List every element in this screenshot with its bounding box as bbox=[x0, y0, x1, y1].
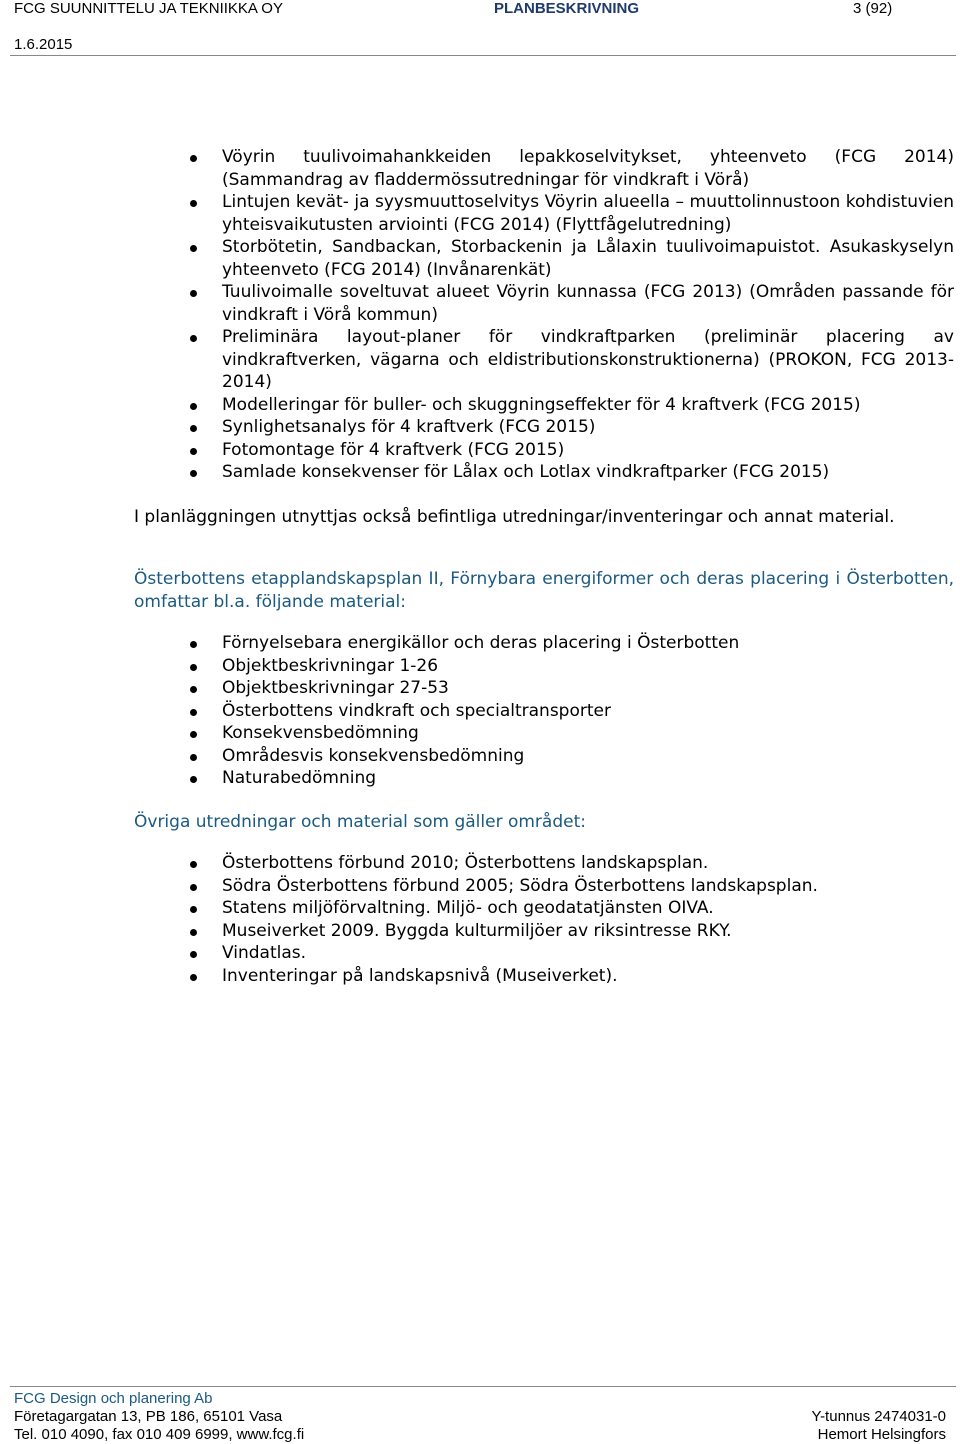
bullet-icon bbox=[190, 906, 197, 913]
list-item: Tuulivoimalle soveltuvat alueet Vöyrin kunnassa (FCG 2013) (Områden passande för vindkraft i Vörå kommun) bbox=[0, 281, 960, 326]
footer-contact: Tel. 010 4090, fax 010 409 6999, www.fcg.fi bbox=[14, 1426, 305, 1443]
bullet-icon bbox=[190, 403, 197, 410]
list-item: Konsekvensbedömning bbox=[0, 722, 960, 745]
list-item: Vöyrin tuulivoimahankkeiden lepakkoselvitykset, yhteenveto (FCG 2014) (Sammandrag av fladdermössutredningar för vindkraft i Vörå) bbox=[0, 146, 960, 191]
list-item: Södra Österbottens förbund 2005; Södra Österbottens landskapsplan. bbox=[0, 875, 960, 898]
list-item: Preliminära layout-planer för vindkraftparken (preliminär placering av vindkraftverken, vägarna och eldistributionskonstruktionerna) (PROKON, FCG 2013- 2014) bbox=[0, 326, 960, 394]
list-item: Förnyelsebara energikällor och deras placering i Österbotten bbox=[0, 632, 960, 655]
bullet-icon bbox=[190, 470, 197, 477]
header-company: FCG SUUNNITTELU JA TEKNIIKKA OY bbox=[14, 0, 283, 17]
footer-company: FCG Design och planering Ab bbox=[14, 1390, 213, 1407]
list-item: Österbottens förbund 2010; Österbottens landskapsplan. bbox=[0, 852, 960, 875]
bullet-icon bbox=[190, 664, 197, 671]
ovriga-material-list bbox=[0, 852, 960, 987]
header-date: 1.6.2015 bbox=[14, 36, 73, 53]
bullet-icon bbox=[190, 709, 197, 716]
list-item: Museiverket 2009. Byggda kulturmiljöer av riksintresse RKY. bbox=[0, 920, 960, 943]
footer-divider bbox=[10, 1386, 956, 1387]
bullet-icon bbox=[190, 731, 197, 738]
list-item: Samlade konsekvenser för Lålax och Lotlax vindkraftparker (FCG 2015) bbox=[0, 461, 960, 484]
header-page-number: 3 (92) bbox=[853, 0, 893, 17]
list-item: Österbottens vindkraft och specialtransporter bbox=[0, 700, 960, 723]
list-item: Synlighetsanalys för 4 kraftverk (FCG 2015) bbox=[0, 416, 960, 439]
bullet-icon bbox=[190, 200, 197, 207]
report-list bbox=[0, 146, 960, 484]
list-item: Storbötetin, Sandbackan, Storbackenin ja Lålaxin tuulivoimapuistot. Asukaskyselyn yhteenveto (FCG 2014) (Invånarenkät) bbox=[0, 236, 960, 281]
bullet-icon bbox=[190, 884, 197, 891]
landskapsplan-heading: Österbottens etapplandskapsplan II, Förnybara energiformer och deras placering i Österbotten, omfattar bl.a. följande material: bbox=[134, 569, 954, 612]
bullet-icon bbox=[190, 974, 197, 981]
bullet-icon bbox=[190, 861, 197, 868]
bullet-icon bbox=[190, 155, 197, 162]
header-divider bbox=[10, 55, 956, 56]
footer-business-id: Y-tunnus 2474031-0 bbox=[811, 1408, 946, 1425]
list-item: Inventeringar på landskapsnivå (Museiverket). bbox=[0, 965, 960, 988]
material-paragraph: I planläggningen utnyttjas också befintliga utredningar/inventeringar och annat material. bbox=[134, 507, 895, 527]
bullet-icon bbox=[190, 776, 197, 783]
header-document-title: PLANBESKRIVNING bbox=[494, 0, 640, 17]
footer-city: Hemort Helsingfors bbox=[817, 1426, 946, 1443]
list-item: Objektbeskrivningar 27-53 bbox=[0, 677, 960, 700]
list-item: Naturabedömning bbox=[0, 767, 960, 790]
bullet-icon bbox=[190, 754, 197, 761]
bullet-icon bbox=[190, 448, 197, 455]
list-item: Vindatlas. bbox=[0, 942, 960, 965]
list-item: Fotomontage för 4 kraftverk (FCG 2015) bbox=[0, 439, 960, 462]
ovriga-heading: Övriga utredningar och material som gäller området: bbox=[134, 812, 586, 832]
landskapsplan-material-list bbox=[0, 632, 960, 790]
list-item: Lintujen kevät- ja syysmuuttoselvitys Vöyrin alueella – muuttolinnustoon kohdistuvien yhteisvaikutusten arviointi (FCG 2014) (Flyttfågelutredning) bbox=[0, 191, 960, 236]
footer-address: Företagargatan 13, PB 186, 65101 Vasa bbox=[14, 1408, 283, 1425]
bullet-icon bbox=[190, 425, 197, 432]
bullet-icon bbox=[190, 686, 197, 693]
bullet-icon bbox=[190, 951, 197, 958]
list-item: Modelleringar för buller- och skuggningseffekter för 4 kraftverk (FCG 2015) bbox=[0, 394, 960, 417]
list-item: Statens miljöförvaltning. Miljö- och geodatatjänsten OIVA. bbox=[0, 897, 960, 920]
list-item: Områdesvis konsekvensbedömning bbox=[0, 745, 960, 768]
bullet-icon bbox=[190, 290, 197, 297]
list-item: Objektbeskrivningar 1-26 bbox=[0, 655, 960, 678]
page-header bbox=[0, 0, 960, 58]
bullet-icon bbox=[190, 245, 197, 252]
bullet-icon bbox=[190, 335, 197, 342]
bullet-icon bbox=[190, 929, 197, 936]
bullet-icon bbox=[190, 641, 197, 648]
